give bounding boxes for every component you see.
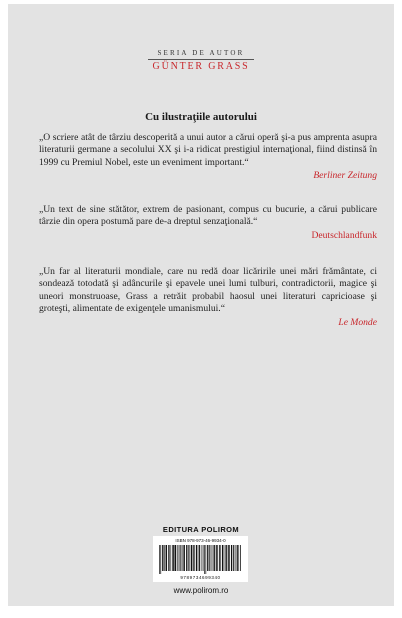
barcode (153, 536, 248, 582)
publisher-website: www.polirom.ro (173, 586, 229, 595)
publisher-name: EDITURA POLIROM (162, 525, 240, 534)
back-cover (8, 4, 394, 606)
subtitle: Cu ilustraţiile autorului (145, 111, 257, 123)
quote-source: Deutschlandfunk (311, 229, 377, 241)
series-label: SERIA DE AUTOR (157, 49, 245, 57)
series-divider (148, 59, 254, 60)
quote-text: „Un far al literaturii mondiale, care nu redă doar licăririle unei mări frământate, ci sondează totodată şi adâncurile şi epavele unei lumi tulburi, contradictorii, magice şi uneori monstruoase, Grass a retrăit probabil haosul unei literaturi capricioase şi groteşti, alimentate de exigenţele umanismului.“ (39, 266, 377, 315)
quote-le-monde (39, 266, 377, 329)
isbn-number: ISBN 978-973-46-9934-0 (175, 538, 226, 543)
barcode-digits: 9789734699340 (180, 575, 221, 580)
quote-deutschlandfunk (39, 204, 377, 242)
barcode-bars (159, 545, 242, 574)
quote-source: Le Monde (338, 316, 377, 328)
quote-text: „O scriere atât de târziu descoperită a unui autor a cărui operă şi-a pus amprenta asupra literaturii germane a secolului XX şi i-a ridicat prestigiul internaţional, fiind distinsă în 1999 cu Premiul Nobel, este un eveniment important.“ (39, 132, 377, 168)
quote-text: „Un text de sine stătător, extrem de pasionant, compus cu bucurie, a cărui publicare târzie din opera postumă pare de-a dreptul senzaţională.“ (39, 204, 377, 228)
quote-berliner-zeitung (39, 132, 377, 183)
quote-source: Berliner Zeitung (313, 170, 377, 182)
series-author: GÜNTER GRASS (152, 61, 250, 72)
